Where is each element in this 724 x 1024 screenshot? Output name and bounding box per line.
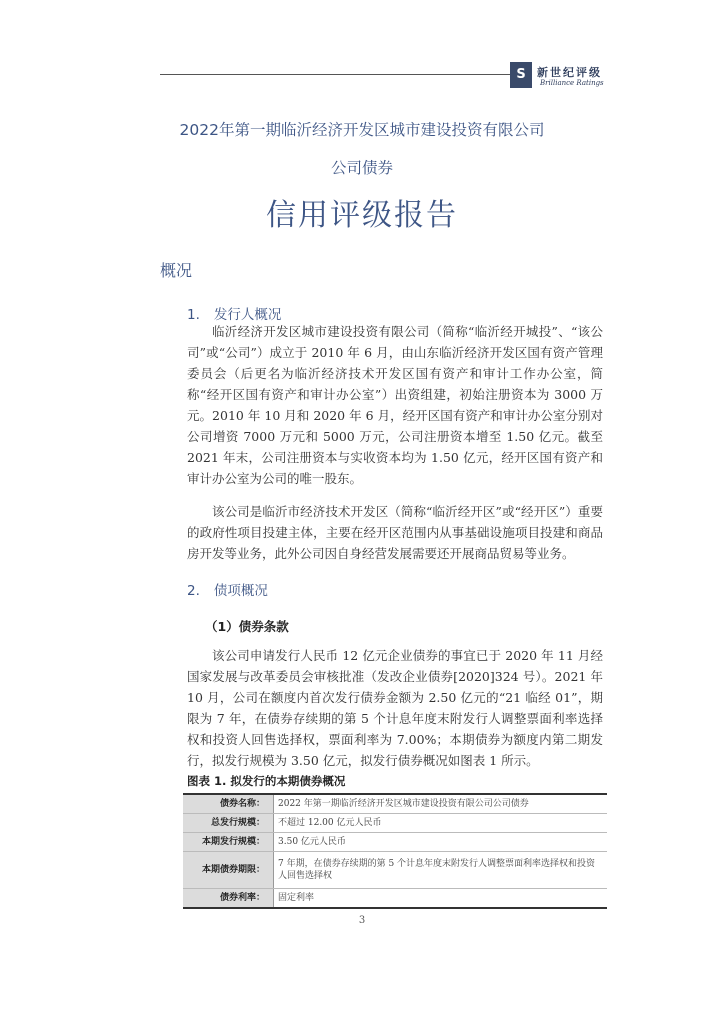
subheading-label: 债项概况 xyxy=(213,583,268,599)
table-row xyxy=(183,852,607,889)
page-number: 3 xyxy=(358,915,366,926)
logo-mark-icon: S xyxy=(510,62,532,88)
section-title-overview: 概况 xyxy=(160,261,193,280)
issuer-paragraph: 临沂经济开发区城市建设投资有限公司（简称“临沂经开城投”、“该公司”或“公司”）成立于 2010 年 6 月，由山东临沂经济开发区国有资产管理委员会（后更名为临沂经济技术开发区国有资产和审计工作办公室，简称“经开区国有资产和审计办公室”）出资组建，初始注册资本为 3000 万元。2010 年 10 月和 2020 年 6 月，经开区国有资产和审计办公室分别对公司增资 7000 万元和 5000 万元，公司注册资本增至 1.50 亿元。截至 2021 年末，公司注册资本与实收资本均为 1.50 亿元，经开区国有资产和审计办公室为公司的唯一股东。 xyxy=(187,324,603,486)
bond-type-title: 公司债券 xyxy=(330,159,393,177)
figure-caption: 图表 1. 拟发行的本期债券概况 xyxy=(187,774,346,788)
table-row xyxy=(183,833,607,852)
row-key: 债券利率： xyxy=(183,889,274,909)
brand-logo xyxy=(510,62,620,92)
row-key: 总发行规模： xyxy=(183,814,274,833)
subheading-label: 发行人概况 xyxy=(213,307,282,323)
row-key: 本期债券期限： xyxy=(183,852,274,889)
header-rule xyxy=(160,74,512,75)
row-key: 本期发行规模： xyxy=(183,833,274,852)
logo-en-text: Brilliance Ratings xyxy=(540,79,604,87)
subheading-issuer xyxy=(187,303,281,323)
clause-heading: （1）债券条款 xyxy=(205,619,289,634)
subheading-bond xyxy=(187,579,268,599)
logo-cn-text: 新世纪评级 xyxy=(537,66,602,79)
bond-terms-paragraph: 该公司申请发行人民币 12 亿元企业债券的事宜已于 2020 年 11 月经国家发展与改革委员会审核批准（发改企业债券[2020]324 号）。2021 年 10 月，公司在额度内首次发行债券金额为 2.50 亿元的“21 临经 01”，期限为 7 年，在债券存续期的第 5 个计息年度末附发行人调整票面利率选择权和投资人回售选择权，票面利率为 7.00%；本期债券为额度内第二期发行，拟发行规模为 3.50 亿元，拟发行债券概况如图表 1 所示。 xyxy=(187,648,603,768)
table-row xyxy=(183,814,607,833)
row-value: 2022 年第一期临沂经济开发区城市建设投资有限公司公司债券 xyxy=(274,794,608,814)
row-value: 7 年期，在债券存续期的第 5 个计息年度末附发行人调整票面利率选择权和投资人回售选择权 xyxy=(274,852,608,889)
row-value: 不超过 12.00 亿元人民币 xyxy=(274,814,608,833)
issuer-title: 2022年第一期临沂经济开发区城市建设投资有限公司 xyxy=(179,121,545,139)
table-row xyxy=(183,889,607,909)
row-key: 债券名称： xyxy=(183,794,274,814)
report-title: 信用评级报告 xyxy=(266,198,458,233)
table-row xyxy=(183,794,607,814)
subheading-number: 2. xyxy=(187,583,200,599)
row-value: 3.50 亿元人民币 xyxy=(274,833,608,852)
row-value: 固定利率 xyxy=(274,889,608,909)
bond-summary-table xyxy=(183,793,607,909)
subheading-number: 1. xyxy=(187,307,200,323)
business-paragraph: 该公司是临沂市经济技术开发区（简称“临沂经开区”或“经开区”）重要的政府性项目投建主体，主要在经开区范围内从事基础设施项目投建和商品房开发等业务，此外公司因自身经营发展需要还开展商品贸易等业务。 xyxy=(187,504,603,561)
